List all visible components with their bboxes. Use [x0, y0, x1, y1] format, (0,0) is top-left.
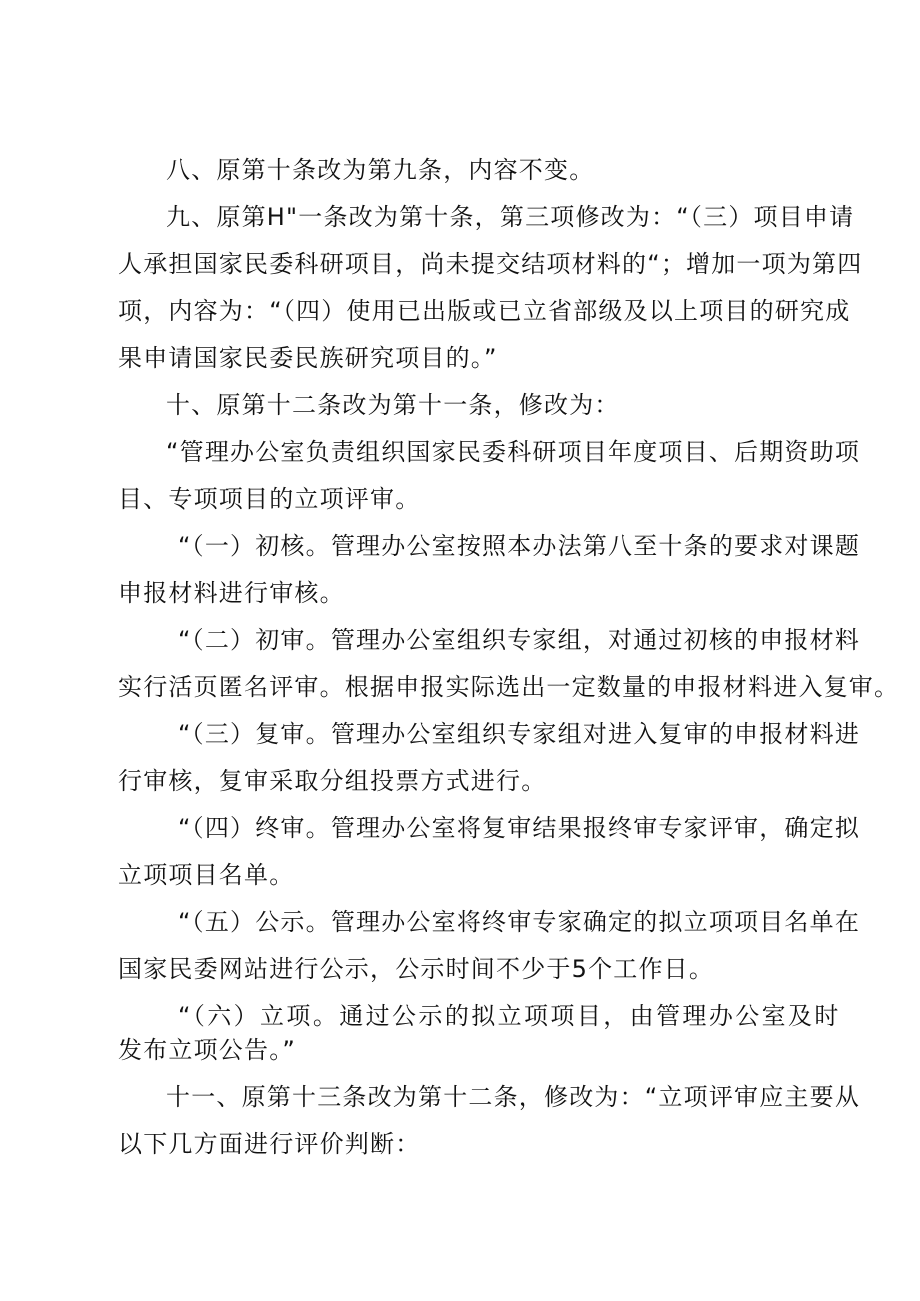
text-line: 八、原第十条改为第九条，内容不变。	[166, 156, 595, 184]
text-line: “（四）终审。管理办公室将复审结果报终审专家评审，确定拟	[178, 814, 861, 842]
text-line: 以下几方面进行评价判断：	[118, 1130, 421, 1158]
text-line: 人承担国家民委科研项目，尚未提交结项材料的“；增加一项为第四	[118, 250, 863, 278]
text-line: “（三）复审。管理办公室组织专家组对进入复审的申报材料进	[178, 720, 861, 748]
text-line: 果申请国家民委民族研究项目的。”	[118, 344, 498, 372]
text-line: 实行活页匿名评审。根据申报实际选出一定数量的申报材料进入复审。	[118, 673, 900, 701]
text-line: “（六）立项。通过公示的拟立项项目，由管理办公室及时	[178, 1002, 841, 1030]
text-line: 十一、原第十三条改为第十二条，修改为：“立项评审应主要从	[166, 1083, 861, 1111]
text-line: 发布立项公告。”	[118, 1036, 297, 1064]
text-line: 立项项目名单。	[118, 861, 295, 889]
text-line: 行审核，复审采取分组投票方式进行。	[118, 767, 547, 795]
text-line: 申报材料进行审核。	[118, 579, 345, 607]
text-line: 九、原第H"一条改为第十条，第三项修改为：“（三）项目申请	[166, 203, 855, 231]
text-line: 国家民委网站进行公示，公示时间不少于5个工作日。	[118, 955, 715, 983]
text-line: “（一）初核。管理办公室按照本办法第八至十条的要求对课题	[178, 532, 861, 560]
text-line: “管理办公室负责组织国家民委科研项目年度项目、后期资助项	[166, 438, 861, 466]
text-line: 十、原第十二条改为第十一条，修改为：	[166, 391, 620, 419]
text-line: 目、专项项目的立项评审。	[118, 485, 421, 513]
text-line: “（二）初审。管理办公室组织专家组，对通过初核的申报材料	[178, 626, 861, 654]
text-line: “（五）公示。管理办公室将终审专家确定的拟立项项目名单在	[178, 908, 861, 936]
text-line: 项，内容为：“（四）使用已出版或已立省部级及以上项目的研究成	[118, 297, 851, 325]
